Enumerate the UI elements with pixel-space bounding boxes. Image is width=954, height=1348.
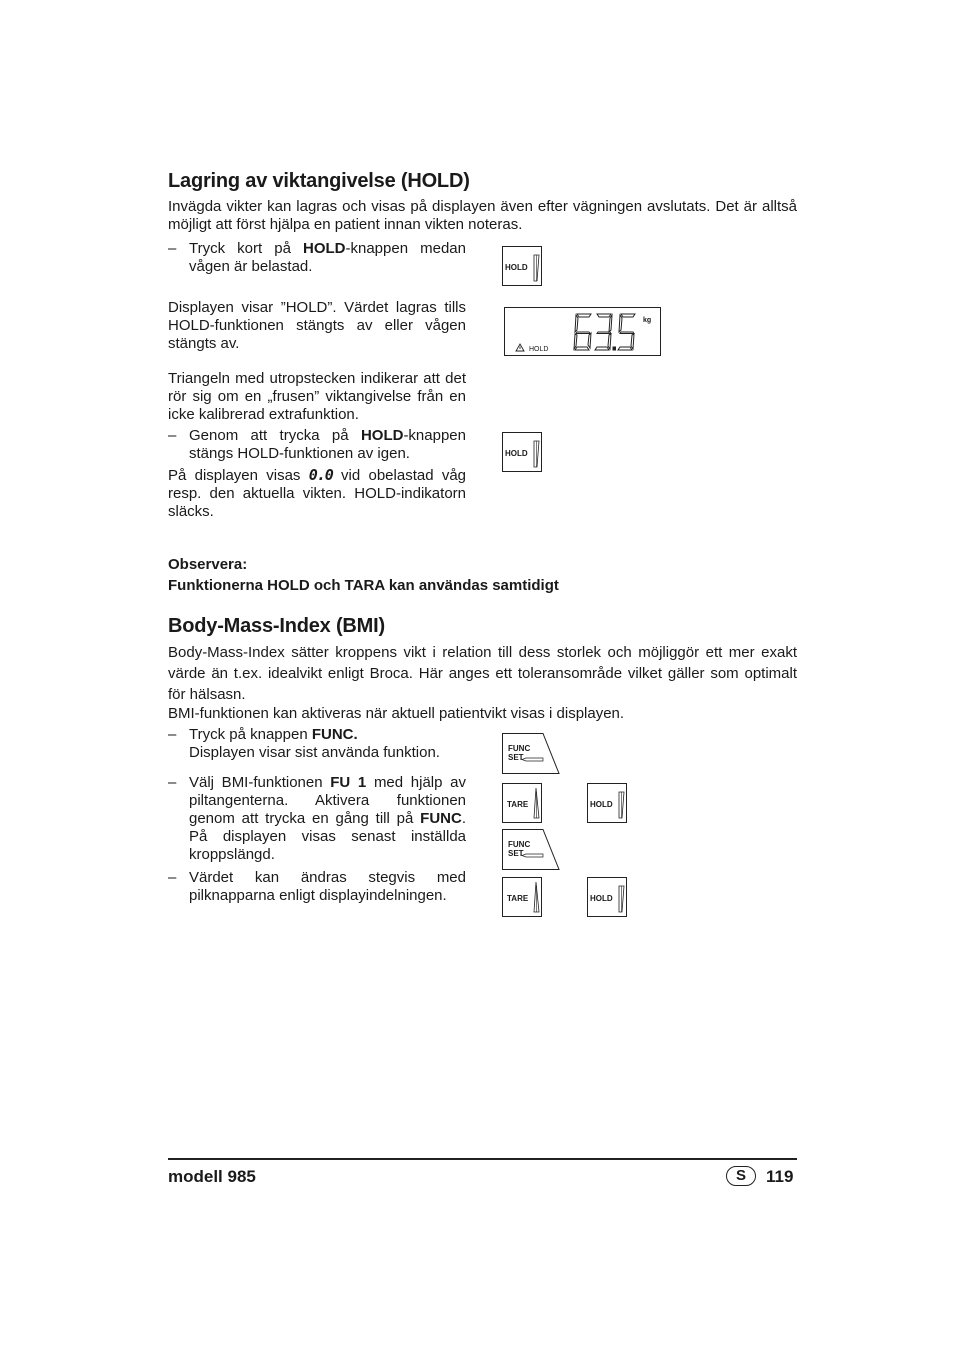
bullet-dash: – [168, 240, 177, 257]
hold-key-icon: HOLD [587, 877, 627, 917]
hold-bullet-1: Tryck kort på HOLD-knappen medan vågen är belastad. [189, 240, 466, 275]
bullet-dash: – [168, 774, 177, 791]
hold-key-icon: HOLD [502, 246, 542, 286]
section-heading-hold: Lagring av viktangivelse (HOLD) [168, 170, 470, 192]
func-key-icon: FUNC SET [502, 829, 560, 871]
language-badge: S [726, 1166, 756, 1186]
bmi-bullet-2: Välj BMI-funktionen FU 1 med hjälp av piltangenterna. Aktivera funktionen genom att trycka en gång till på FUNC. På displayen visas senast inställda kroppslängd. [189, 774, 466, 863]
hold-key-icon: HOLD [587, 783, 627, 823]
tare-key-icon: TARE [502, 877, 542, 917]
hold-zero-paragraph: På displayen visas 0.0 vid obelastad våg resp. den aktuella vikten. HOLD-indikatorn släcks. [168, 466, 467, 520]
bmi-intro-paragraph: Body-Mass-Index sätter kroppens vikt i relation till dess storlek och möjliggör ett mer exakt värde än t.ex. idealvikt enligt Broca. Här anges ett toleransområde vilket gäller som optimalt för hälsasn. [168, 644, 797, 703]
footer-model: modell 985 [168, 1167, 256, 1186]
footer-rule [168, 1158, 797, 1160]
bullet-dash: – [168, 427, 177, 444]
hold-bullet-2: Genom att trycka på HOLD-knappen stängs HOLD-funktionen av igen. [189, 427, 466, 462]
display-hold-indicator: HOLD [529, 346, 549, 353]
hold-display-paragraph: Displayen visar ”HOLD”. Värdet lagras tills HOLD-funktionen stängts av eller vågen stängts av. [168, 299, 466, 352]
tare-key-icon: TARE [502, 783, 542, 823]
hold-triangle-paragraph: Triangeln med utropstecken indikerar att det rör sig om en „frusen” viktangivelse från en icke kalibrerad extrafunktion. [168, 370, 466, 423]
bmi-intro-paragraph-2: BMI-funktionen kan aktiveras när aktuell patientvikt visas i displayen. [168, 705, 625, 722]
note-text: Funktionerna HOLD och TARA kan användas samtidigt [168, 577, 559, 594]
page-number: 119 [766, 1167, 794, 1186]
scale-display [504, 307, 661, 356]
bmi-bullet-1: Tryck på knappen FUNC. Displayen visar sist använda funktion. [189, 726, 440, 761]
bullet-dash: – [168, 726, 177, 743]
section-heading-bmi: Body-Mass-Index (BMI) [168, 615, 385, 637]
zero-digits: 0.0 [308, 466, 333, 484]
func-key-icon: FUNC SET [502, 733, 560, 775]
display-unit: kg [643, 317, 652, 324]
note-title: Observera: [168, 556, 248, 573]
hold-intro-paragraph: Invägda vikter kan lagras och visas på displayen även efter vägningen avslutats. Det är alltså möjligt att först hjälpa en patient innan vikten noteras. [168, 198, 797, 233]
hold-key-icon: HOLD [502, 432, 542, 472]
bullet-dash: – [168, 869, 177, 886]
bmi-bullet-3: Värdet kan ändras stegvis med pilknapparna enligt displayindelningen. [189, 869, 466, 904]
